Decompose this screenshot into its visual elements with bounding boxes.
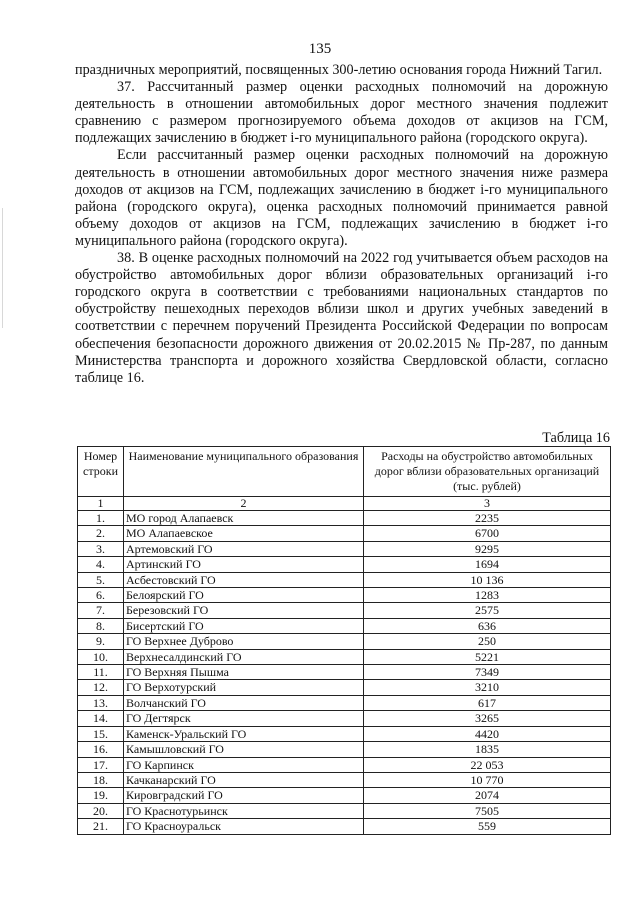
- municipality-name-cell: Верхнесалдинский ГО: [124, 649, 364, 664]
- table-row: [78, 603, 611, 618]
- paragraph: праздничных мероприятий, посвященных 300-летию основания города Нижний Тагил.: [75, 62, 603, 78]
- table-row: [78, 819, 611, 834]
- table-header-row: [78, 447, 611, 497]
- municipality-name-cell: Камышловский ГО: [124, 742, 364, 757]
- header-municipality-name: Наименование муниципального образования: [124, 447, 364, 497]
- municipality-name-cell: Березовский ГО: [124, 603, 364, 618]
- row-number-cell: 3.: [78, 541, 124, 556]
- scan-artifact-line: [2, 208, 3, 328]
- table-row: [78, 511, 611, 526]
- municipality-name-cell: Каменск-Уральский ГО: [124, 726, 364, 741]
- table-row: [78, 711, 611, 726]
- row-number-cell: 8.: [78, 618, 124, 633]
- municipality-name-cell: ГО Верхняя Пышма: [124, 665, 364, 680]
- municipality-name-cell: ГО Верхнее Дуброво: [124, 634, 364, 649]
- paragraph: 37. Рассчитанный размер оценки расходных полномочий на дорожную деятельность в отношении автомобильных дорог местного значения подлежит сравнению с размером прогнозируемого объема доходов от акцизов на ГСМ, подлежащих зачислению в бюджет i-го муниципального района (городского округа).: [75, 79, 608, 147]
- expense-value-cell: 7505: [364, 803, 611, 818]
- header-expenses: Расходы на обустройство автомобильных дорог вблизи образовательных организаций (тыс. рублей): [364, 447, 611, 497]
- paragraph: Если рассчитанный размер оценки расходных полномочий на дорожную деятельность в отношении автомобильных дорог местного значения ниже размера доходов от акцизов на ГСМ, подлежащих зачислению в бюджет i-го муниципального района (городского округа), оценка расходных полномочий принимается равной объему доходов от акцизов на ГСМ, подлежащих зачислению в бюджет i-го муниципального района (городского округа).: [75, 147, 608, 249]
- municipality-name-cell: Артинский ГО: [124, 557, 364, 572]
- table-row: [78, 803, 611, 818]
- row-number-cell: 14.: [78, 711, 124, 726]
- header-row-number: Номер строки: [78, 447, 124, 497]
- table-caption: Таблица 16: [542, 430, 610, 446]
- table-row: [78, 588, 611, 603]
- row-number-cell: 9.: [78, 634, 124, 649]
- expense-value-cell: 6700: [364, 526, 611, 541]
- row-number-cell: 12.: [78, 680, 124, 695]
- table-row: [78, 649, 611, 664]
- municipality-name-cell: Артемовский ГО: [124, 541, 364, 556]
- expense-value-cell: 22 053: [364, 757, 611, 772]
- expense-value-cell: 5221: [364, 649, 611, 664]
- row-number-cell: 7.: [78, 603, 124, 618]
- row-number-cell: 13.: [78, 695, 124, 710]
- municipality-name-cell: ГО Красноуральск: [124, 819, 364, 834]
- table-row: [78, 541, 611, 556]
- expense-value-cell: 2074: [364, 788, 611, 803]
- row-number-cell: 10.: [78, 649, 124, 664]
- municipality-name-cell: ГО Карпинск: [124, 757, 364, 772]
- table-row: [78, 557, 611, 572]
- expense-value-cell: 3210: [364, 680, 611, 695]
- table-row: [78, 618, 611, 633]
- row-number-cell: 11.: [78, 665, 124, 680]
- row-number-cell: 20.: [78, 803, 124, 818]
- row-number-cell: 2.: [78, 526, 124, 541]
- table-row: [78, 634, 611, 649]
- table-row: [78, 526, 611, 541]
- table-row: [78, 695, 611, 710]
- row-number-cell: 18.: [78, 772, 124, 787]
- municipality-name-cell: ГО Дегтярск: [124, 711, 364, 726]
- municipality-name-cell: Кировградский ГО: [124, 788, 364, 803]
- row-number-cell: 17.: [78, 757, 124, 772]
- table-row: [78, 757, 611, 772]
- expense-value-cell: 9295: [364, 541, 611, 556]
- expense-value-cell: 3265: [364, 711, 611, 726]
- body-text: [75, 62, 608, 387]
- municipality-name-cell: Асбестовский ГО: [124, 572, 364, 587]
- row-number-cell: 1.: [78, 511, 124, 526]
- municipality-name-cell: Качканарский ГО: [124, 772, 364, 787]
- table-row: [78, 665, 611, 680]
- table-row: [78, 788, 611, 803]
- row-number-cell: 5.: [78, 572, 124, 587]
- expense-value-cell: 2235: [364, 511, 611, 526]
- table-row: [78, 680, 611, 695]
- municipality-name-cell: ГО Верхотурский: [124, 680, 364, 695]
- municipality-name-cell: Белоярский ГО: [124, 588, 364, 603]
- municipality-name-cell: МО город Алапаевск: [124, 511, 364, 526]
- row-number-cell: 6.: [78, 588, 124, 603]
- municipality-name-cell: МО Алапаевское: [124, 526, 364, 541]
- expense-value-cell: 7349: [364, 665, 611, 680]
- paragraph: 38. В оценке расходных полномочий на 2022 год учитывается объем расходов на обустройство автомобильных дорог вблизи образовательных организаций i-го городского округа в соответствии с требованиями национальных стандартов по обустройству пешеходных переходов вблизи школ и других учебных заведений в соответствии с перечнем поручений Президента Российской Федерации по вопросам обеспечения безопасности дорожного движения от 20.02.2015 № Пр-287, по данным Министерства транспорта и дорожного хозяйства Свердловской области, согласно таблице 16.: [75, 250, 608, 386]
- expense-value-cell: 617: [364, 695, 611, 710]
- table-row: [78, 742, 611, 757]
- expense-value-cell: 2575: [364, 603, 611, 618]
- expense-value-cell: 559: [364, 819, 611, 834]
- row-number-cell: 4.: [78, 557, 124, 572]
- expense-value-cell: 1694: [364, 557, 611, 572]
- row-number-cell: 16.: [78, 742, 124, 757]
- column-number: 2: [124, 497, 364, 511]
- expenses-table: [77, 446, 611, 835]
- page-number: 135: [308, 41, 332, 57]
- municipality-name-cell: Бисертский ГО: [124, 618, 364, 633]
- expense-value-cell: 10 136: [364, 572, 611, 587]
- column-number: 1: [78, 497, 124, 511]
- table-row: [78, 572, 611, 587]
- expense-value-cell: 1835: [364, 742, 611, 757]
- expense-value-cell: 4420: [364, 726, 611, 741]
- row-number-cell: 15.: [78, 726, 124, 741]
- expense-value-cell: 10 770: [364, 772, 611, 787]
- table-row: [78, 772, 611, 787]
- table-row: [78, 726, 611, 741]
- expense-value-cell: 636: [364, 618, 611, 633]
- row-number-cell: 19.: [78, 788, 124, 803]
- municipality-name-cell: ГО Краснотурьинск: [124, 803, 364, 818]
- municipality-name-cell: Волчанский ГО: [124, 695, 364, 710]
- column-number: 3: [364, 497, 611, 511]
- expense-value-cell: 1283: [364, 588, 611, 603]
- expense-value-cell: 250: [364, 634, 611, 649]
- row-number-cell: 21.: [78, 819, 124, 834]
- column-number-row: [78, 497, 611, 511]
